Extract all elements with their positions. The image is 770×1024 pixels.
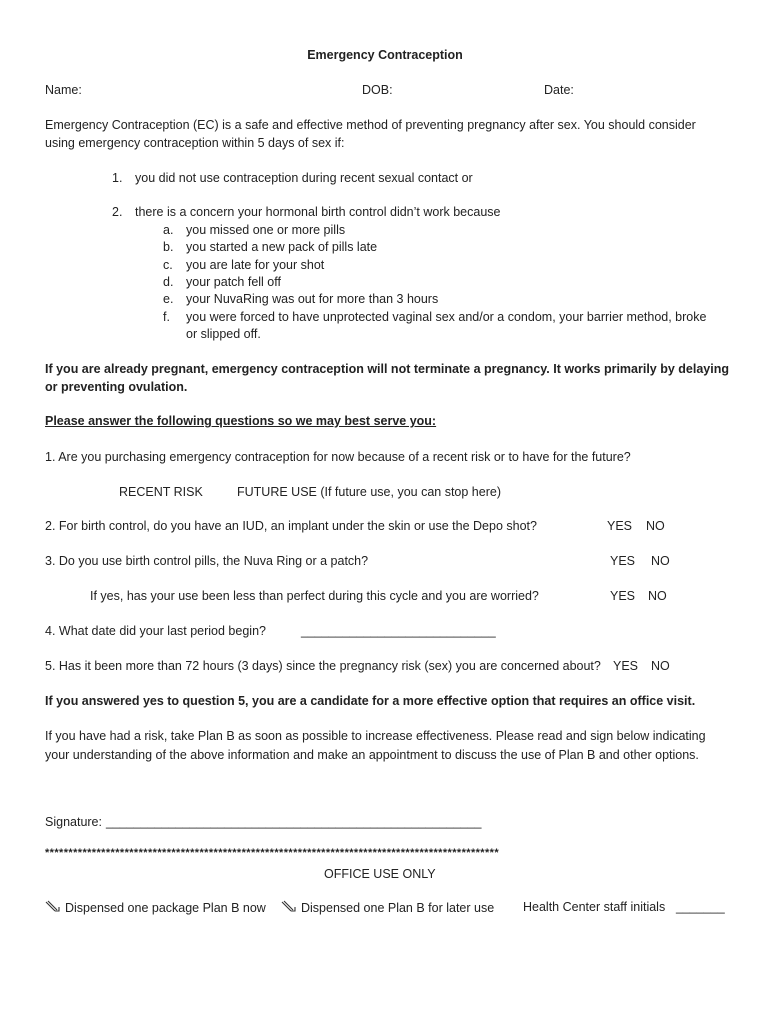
subreason-text: you were forced to have unprotected vaginal sex and/or a condom, your barrier method, broke — [186, 310, 707, 324]
date-label: Date: — [544, 83, 574, 97]
q3b-yes-option[interactable]: YES — [610, 589, 636, 603]
dispensed-now-label: Dispensed one package Plan B now — [65, 901, 266, 915]
q3-yes-option[interactable]: YES — [610, 554, 636, 568]
signature-field[interactable]: ______________________________________________________ — [106, 815, 482, 829]
question-3-followup: If yes, has your use been less than perfect during this cycle and you are worried? — [90, 589, 539, 603]
subreason-text: your NuvaRing was out for more than 3 hours — [186, 292, 439, 306]
subreason-text: your patch fell off — [186, 275, 281, 289]
dispensed-later-option[interactable] — [281, 900, 494, 915]
q2-yes-option[interactable]: YES — [607, 519, 633, 533]
divider-stars: ************************************************************************************************* — [45, 847, 500, 859]
reason-text: there is a concern your hormonal birth control didn’t work because — [135, 205, 501, 219]
last-period-date-field[interactable]: ____________________________ — [301, 624, 496, 638]
subreason-text: you started a new pack of pills late — [186, 240, 378, 254]
pregnancy-note-line-1: If you are already pregnant, emergency contraception will not terminate a pregnancy. It works primarily by delaying — [45, 362, 729, 376]
reason-number: 2. — [112, 205, 123, 219]
q5-no-option[interactable]: NO — [651, 659, 670, 673]
dob-label: DOB: — [362, 83, 393, 97]
reason-number: 1. — [112, 171, 123, 185]
question-2: 2. For birth control, do you have an IUD, an implant under the skin or use the Depo shot? — [45, 519, 537, 533]
subreason-letter: f. — [163, 310, 170, 324]
q3b-no-option[interactable]: NO — [648, 589, 667, 603]
intro-line-1: Emergency Contraception (EC) is a safe and effective method of preventing pregnancy after sex. You should consider — [45, 118, 696, 132]
subreason-text: you are late for your shot — [186, 258, 325, 272]
question-5: 5. Has it been more than 72 hours (3 days) since the pregnancy risk (sex) you are concerned about? — [45, 659, 601, 673]
dispensed-later-label: Dispensed one Plan B for later use — [301, 901, 495, 915]
q1-option-future-use[interactable]: FUTURE USE (If future use, you can stop here) — [237, 485, 501, 499]
subreason-letter: b. — [163, 240, 174, 254]
subreason-letter: a. — [163, 223, 174, 237]
q1-option-recent-risk[interactable]: RECENT RISK — [119, 485, 203, 499]
intro-line-2: using emergency contraception within 5 days of sex if: — [45, 136, 345, 150]
signature-label: Signature: — [45, 815, 102, 829]
pencil-check-icon — [45, 900, 61, 914]
planb-line-2: your understanding of the above information and make an appointment to discuss the use of Plan B and other options. — [45, 748, 699, 762]
staff-initials-label: Health Center staff initials — [523, 900, 666, 914]
questions-heading: Please answer the following questions so we may best serve you: — [45, 414, 437, 428]
pregnancy-note-line-2: or preventing ovulation. — [45, 380, 188, 394]
reason-text: you did not use contraception during recent sexual contact or — [135, 171, 473, 185]
subreason-letter: e. — [163, 292, 174, 306]
subreason-text: you missed one or more pills — [186, 223, 346, 237]
planb-line-1: If you have had a risk, take Plan B as soon as possible to increase effectiveness. Please read and sign below indicating — [45, 729, 706, 743]
dispensed-now-option[interactable] — [45, 900, 266, 915]
subreason-letter: d. — [163, 275, 174, 289]
question-4: 4. What date did your last period begin? — [45, 624, 266, 638]
staff-initials-field[interactable]: _______ — [676, 900, 725, 914]
subreason-letter: c. — [163, 258, 173, 272]
q2-no-option[interactable]: NO — [646, 519, 665, 533]
page-title: Emergency Contraception — [307, 48, 463, 62]
q5-yes-option[interactable]: YES — [613, 659, 639, 673]
office-use-heading: OFFICE USE ONLY — [324, 867, 436, 881]
subreason-text-continued: or slipped off. — [186, 327, 261, 341]
question-1: 1. Are you purchasing emergency contraception for now because of a recent risk or to have for the future? — [45, 450, 631, 464]
pencil-check-icon — [281, 900, 297, 914]
name-label: Name: — [45, 83, 82, 97]
candidate-note: If you answered yes to question 5, you are a candidate for a more effective option that requires an office visit. — [45, 694, 696, 708]
q3-no-option[interactable]: NO — [651, 554, 670, 568]
question-3: 3. Do you use birth control pills, the Nuva Ring or a patch? — [45, 554, 369, 568]
